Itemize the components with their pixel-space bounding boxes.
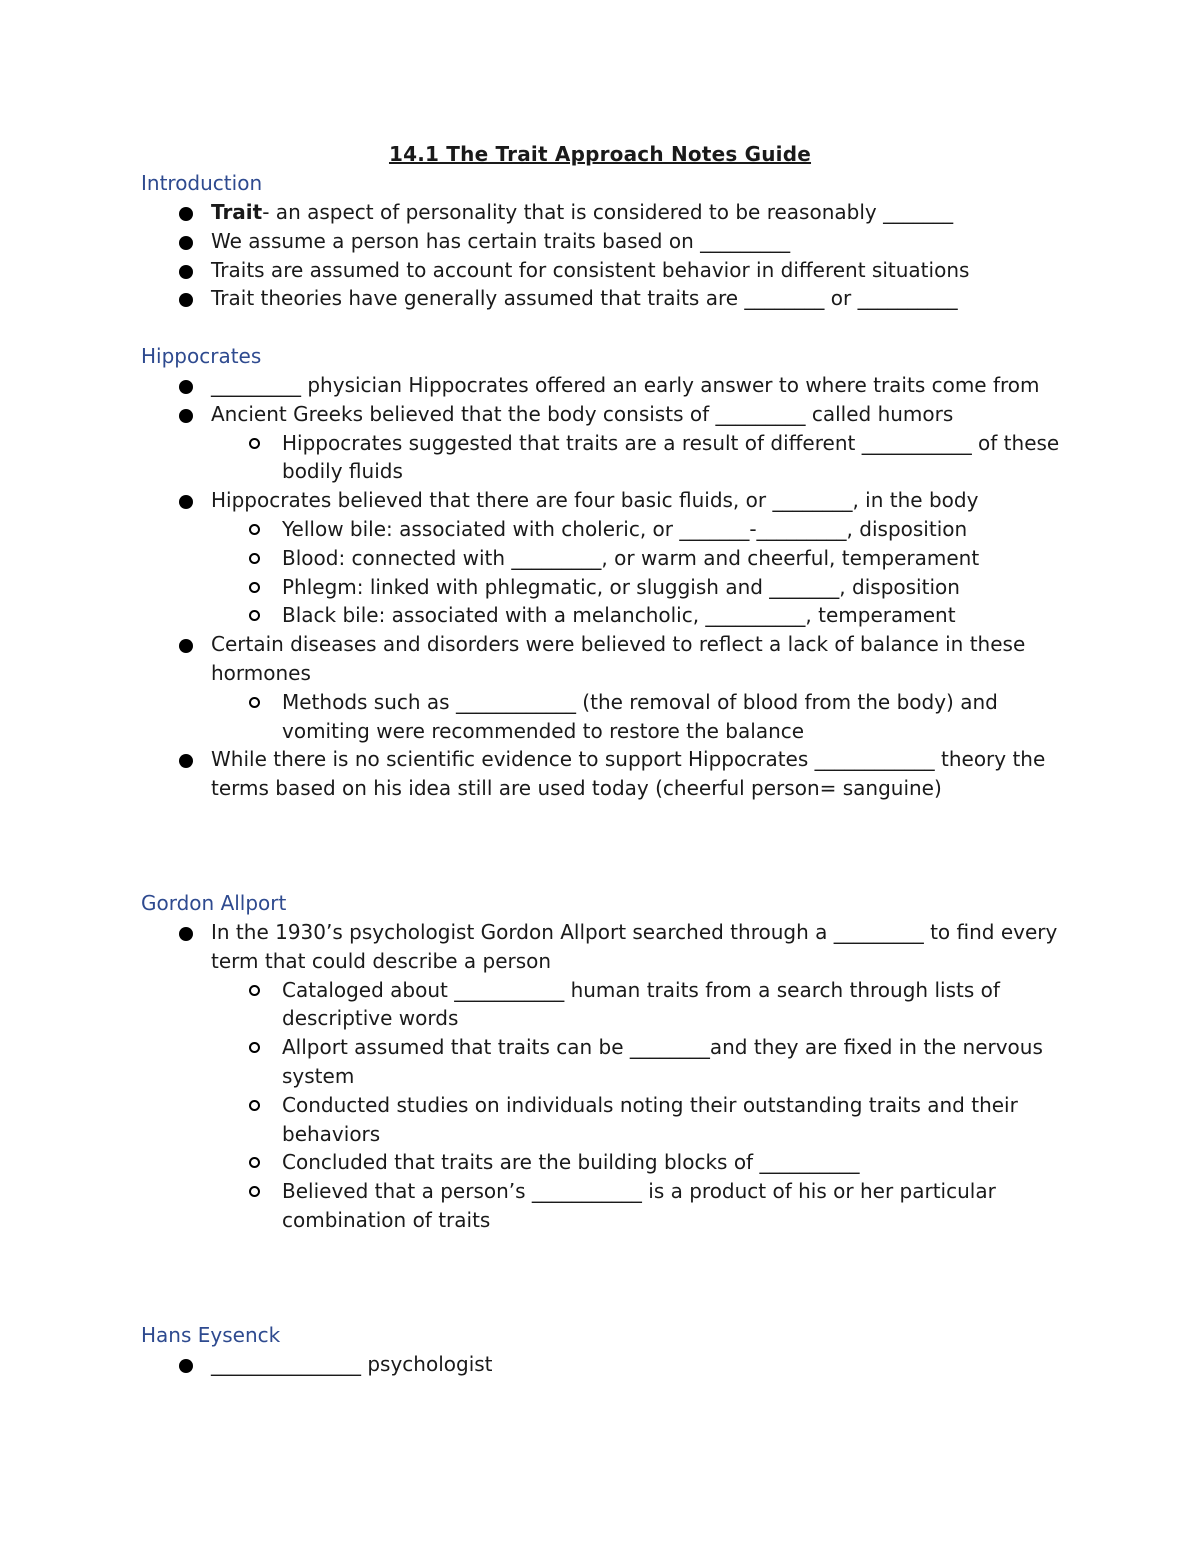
list-item (141, 227, 1081, 256)
list-item-text: Certain diseases and disorders were believed to reflect a lack of balance in these hormones (211, 632, 1026, 685)
sub-list-item (141, 1148, 1081, 1177)
filled-bullet-icon (179, 293, 193, 307)
list-item (141, 284, 1081, 313)
hollow-bullet-icon (249, 582, 260, 593)
list-item (141, 400, 1081, 429)
sub-list-item (141, 515, 1081, 544)
hollow-bullet-icon (249, 985, 260, 996)
list-item-text: Hippocrates believed that there are four basic fluids, or ________, in the body (211, 488, 979, 513)
filled-bullet-icon (179, 265, 193, 279)
sub-list-item (141, 976, 1081, 1034)
filled-bullet-icon (179, 236, 193, 250)
section-heading: Hippocrates (141, 344, 262, 368)
filled-bullet-icon (179, 495, 193, 509)
list-item-text: Blood: connected with _________, or warm and cheerful, temperament (282, 545, 980, 570)
section-introduction (141, 169, 1081, 313)
sub-list-item (141, 688, 1081, 746)
filled-bullet-icon (179, 207, 193, 221)
filled-bullet-icon (179, 380, 193, 394)
list-item-text: _________ physician Hippocrates offered an early answer to where traits come from (211, 373, 1040, 397)
sub-list-item (141, 544, 1081, 573)
section-hans-eysenck (141, 1321, 1081, 1379)
list-item-text: Allport assumed that traits can be ________and they are fixed in the nervous system (282, 1035, 1043, 1088)
bullet-list (141, 918, 1081, 1235)
hollow-bullet-icon (249, 553, 260, 564)
list-item-text: Phlegm: linked with phlegmatic, or sluggish and _______, disposition (282, 574, 960, 599)
list-item-text: Black bile: associated with a melancholic, __________, temperament (282, 603, 956, 628)
hollow-bullet-icon (249, 1157, 260, 1168)
list-item (141, 486, 1081, 515)
filled-bullet-icon (179, 409, 193, 423)
list-item-text: Hippocrates suggested that traits are a result of different ___________ of these bodily fluids (282, 430, 1060, 484)
list-item-text: Traits are assumed to account for consistent behavior in different situations (211, 257, 970, 282)
section-heading: Hans Eysenck (141, 1323, 281, 1347)
bullet-list (141, 1350, 1081, 1379)
list-item (141, 198, 1081, 227)
page-title: 14.1 The Trait Approach Notes Guide (388, 142, 812, 166)
list-item-text: Yellow bile: associated with choleric, or _______-_________, disposition (282, 516, 968, 541)
list-item-text: Believed that a person’s ___________ is a product of his or her particular combination of traits (282, 1179, 996, 1232)
sub-list-item (141, 1033, 1081, 1091)
hollow-bullet-icon (249, 1186, 260, 1197)
list-item (141, 371, 1081, 400)
hollow-bullet-icon (249, 1100, 260, 1111)
sub-list-item (141, 429, 1081, 487)
filled-bullet-icon (179, 927, 193, 941)
list-item (141, 630, 1081, 688)
section-hippocrates (141, 342, 1081, 803)
filled-bullet-icon (179, 754, 193, 768)
list-item-text: Conducted studies on individuals noting their outstanding traits and their behaviors (282, 1092, 1018, 1146)
list-item-text: We assume a person has certain traits based on _________ (211, 228, 791, 253)
list-item-text: _______________ psychologist (211, 1352, 493, 1376)
hollow-bullet-icon (249, 524, 260, 535)
sub-list-item (141, 601, 1081, 630)
sub-list-item (141, 573, 1081, 602)
bullet-list (141, 371, 1081, 803)
list-item-text: In the 1930’s psychologist Gordon Allport searched through a _________ to find every term that could describe a person (211, 920, 1058, 973)
filled-bullet-icon (179, 639, 193, 653)
list-item-text: While there is no scientific evidence to support Hippocrates ____________ theory the terms based on his idea still are used today (cheerful person= sanguine) (211, 747, 1046, 801)
list-item (141, 918, 1081, 976)
list-item (141, 745, 1081, 803)
sub-list-item (141, 1091, 1081, 1149)
list-item-text: Trait theories have generally assumed that traits are ________ or __________ (211, 286, 958, 311)
list-item-text: Ancient Greeks believed that the body consists of _________ called humors (211, 401, 954, 426)
bullet-list (141, 198, 1081, 313)
list-item (141, 256, 1081, 285)
hollow-bullet-icon (249, 610, 260, 621)
term-label: Trait (211, 200, 263, 224)
hollow-bullet-icon (249, 697, 260, 708)
section-gordon-allport (141, 889, 1081, 1235)
hollow-bullet-icon (249, 438, 260, 449)
sub-list-item (141, 1177, 1081, 1235)
list-item-text: Concluded that traits are the building blocks of __________ (282, 1150, 860, 1175)
list-item-text: Methods such as ____________ (the removal of blood from the body) and vomiting were recommended to restore the balance (282, 689, 998, 743)
section-heading: Introduction (141, 171, 263, 195)
hollow-bullet-icon (249, 1042, 260, 1053)
section-heading: Gordon Allport (141, 891, 287, 915)
filled-bullet-icon (179, 1359, 193, 1373)
list-item-text: - an aspect of personality that is considered to be reasonably _______ (262, 200, 954, 224)
list-item (141, 1350, 1081, 1379)
list-item-text: Cataloged about ___________ human traits from a search through lists of descriptive words (282, 977, 1000, 1031)
